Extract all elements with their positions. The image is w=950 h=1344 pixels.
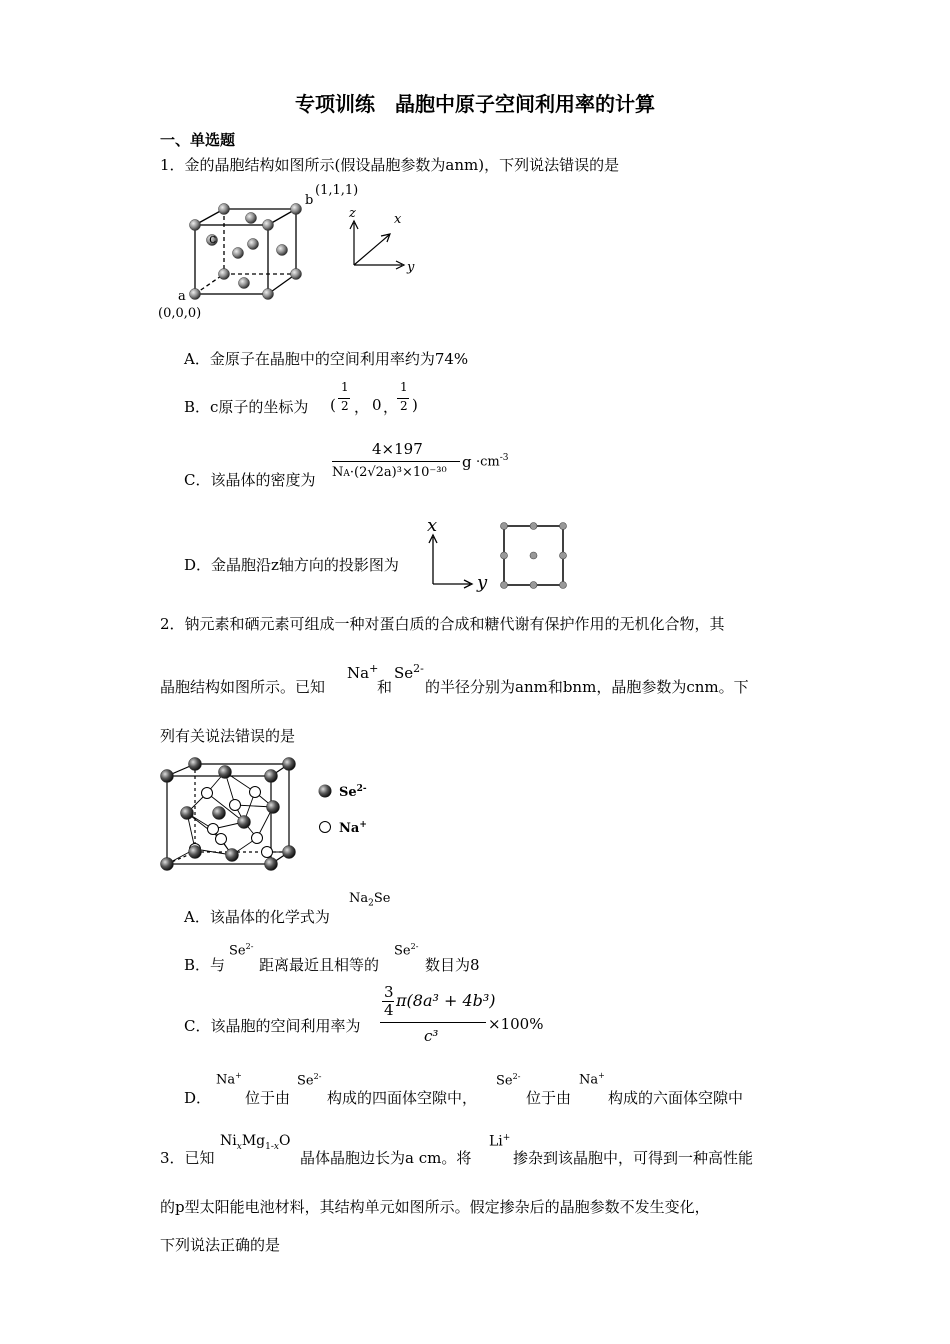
q3-stem-line1a: 3．已知 [160, 1149, 215, 1167]
q2-option-b[interactable]: B．与 [184, 956, 226, 974]
q2-d-na-2: Na+ [579, 1071, 605, 1088]
q1-stem: 1．金的晶胞结构如图所示(假设晶胞参数为anm)，下列说法错误的是 [160, 156, 620, 174]
q1-axes-figure [345, 205, 425, 275]
q1-b-den2: 2 [400, 399, 408, 413]
page-title: 专项训练 晶胞中原子空间利用率的计算 [295, 92, 655, 116]
q1-option-c[interactable]: C．该晶体的密度为 [184, 471, 316, 489]
q2-d-t2: 构成的四面体空隙中， [327, 1089, 478, 1107]
atom [248, 239, 259, 250]
q2-c-tail: ×100% [488, 1015, 544, 1033]
q2-na-ion: Na+ [347, 662, 379, 682]
d-axis-y: y [477, 572, 488, 593]
q1-c-fraction-bar [332, 461, 460, 462]
q1-option-b[interactable] [184, 396, 308, 417]
q2-se-ion: $Se^{2-}$ [394, 662, 424, 682]
q1-d-projection-axes [425, 515, 495, 593]
q2-legend [312, 778, 382, 838]
q2-stem-line2b: 的半径分别为anm和bnm，晶胞参数为cnm。下 [425, 678, 749, 696]
svg-text:Se2-: $Se^{2-}$ [339, 784, 367, 800]
q2-stem-line2a: 晶胞结构如图所示。已知 [160, 678, 326, 696]
q2-na2se-unit-cell-figure [155, 755, 305, 880]
q3-formula: $Ni_xMg_{1-x}O$ [220, 1133, 291, 1152]
q1-c-denominator: NA·(2√2a)³×10⁻³⁰ [332, 465, 447, 480]
q3-stem-line3: 下列说法正确的是 [160, 1236, 281, 1254]
q1-b-num1: 1 [341, 380, 349, 394]
atom [219, 269, 230, 280]
atom [291, 269, 302, 280]
atom [263, 220, 274, 231]
q2-c-fraction-bar [380, 1022, 486, 1023]
label-a: a [178, 289, 186, 304]
atom [239, 278, 250, 289]
q2-b-se-1: $Se^{2-}$ [229, 942, 254, 959]
axis-y: y [407, 260, 415, 275]
section-heading: 一、单选题 [160, 131, 236, 149]
q2-a-formula: $Na_2Se$ [349, 891, 391, 909]
q2-c-denominator: c³ [424, 1027, 439, 1045]
q3-stem-line1b: 晶体晶胞边长为a cm。将 [300, 1149, 472, 1167]
atom [291, 204, 302, 215]
label-b: b [305, 193, 314, 208]
q2-and: 和 [377, 678, 393, 696]
q2-d-t4: 构成的六面体空隙中 [608, 1089, 744, 1107]
atom [190, 220, 201, 231]
q1-c-unit-cm: $\cdot cm^{-3}$ [476, 453, 509, 470]
svg-text:Na+: Na+ [339, 820, 367, 836]
coord-b: (1,1,1) [315, 183, 359, 198]
d-axis-x: x [427, 515, 438, 536]
atom [263, 289, 274, 300]
q1-d-projection-square [498, 520, 573, 595]
atom [246, 213, 257, 224]
q1-c-numerator: 4×197 [372, 440, 423, 458]
q2-d-se-1: $Se^{2-}$ [297, 1072, 322, 1089]
q2-stem-line3: 列有关说法错误的是 [160, 727, 296, 745]
q1-b-close: ) [412, 396, 418, 414]
q2-option-c[interactable]: C．该晶胞的空间利用率为 [184, 1017, 361, 1035]
q1-b-sep2: ， [383, 398, 399, 416]
q3-stem-line1c: 掺杂到该晶胞中，可得到一种高性能 [513, 1149, 754, 1167]
q2-b-mid: 距离最近且相等的 [259, 956, 380, 974]
q1-option-d[interactable]: D．金晶胞沿z轴方向的投影图为 [184, 556, 399, 574]
q1-b-den1: 2 [341, 399, 349, 413]
atom [219, 204, 230, 215]
q1-b-sep1: ， [354, 398, 370, 416]
q1-gold-unit-cell-figure [155, 180, 375, 320]
q1-option-b-label: B．c原子的坐标为 [184, 398, 309, 416]
q2-c-numerator-expr: π(8a³ + 4b³) [396, 991, 496, 1010]
atom [277, 245, 288, 256]
coord-a: (0,0,0) [158, 306, 202, 321]
q2-d-se-2: $Se^{2-}$ [496, 1072, 521, 1089]
q2-d-na-1: Na+ [216, 1071, 242, 1088]
q2-b-se-2: $Se^{2-}$ [394, 942, 419, 959]
q1-b-open: ( [330, 396, 336, 414]
q2-d-t1: 位于由 [245, 1089, 291, 1107]
q3-stem-line2: 的p型太阳能电池材料，其结构单元如图所示。假定掺杂后的晶胞参数不发生变化， [160, 1198, 710, 1216]
atom [190, 289, 201, 300]
q1-c-unit-g: g [462, 453, 472, 471]
axis-z: z [349, 206, 356, 221]
q2-b-suffix: 数目为8 [425, 956, 480, 974]
q2-option-d[interactable]: D． [184, 1089, 212, 1107]
q2-c-frac-den: 4 [384, 1001, 394, 1019]
label-c: c [209, 232, 217, 247]
atom [233, 248, 244, 259]
q3-li-ion: Li+ [489, 1133, 511, 1150]
q1-b-num2: 1 [400, 380, 408, 394]
axis-x: x [394, 212, 402, 227]
q2-option-a[interactable]: A．该晶体的化学式为 [184, 908, 330, 926]
q1-option-a[interactable]: A．金原子在晶胞中的空间利用率约为74% [184, 350, 469, 368]
q2-c-frac-num: 3 [384, 983, 394, 1001]
q1-b-zero: 0 [372, 396, 382, 414]
q2-stem-line1: 2．钠元素和硒元素可组成一种对蛋白质的合成和糖代谢有保护作用的无机化合物，其 [160, 615, 725, 633]
q2-d-t3: 位于由 [526, 1089, 572, 1107]
